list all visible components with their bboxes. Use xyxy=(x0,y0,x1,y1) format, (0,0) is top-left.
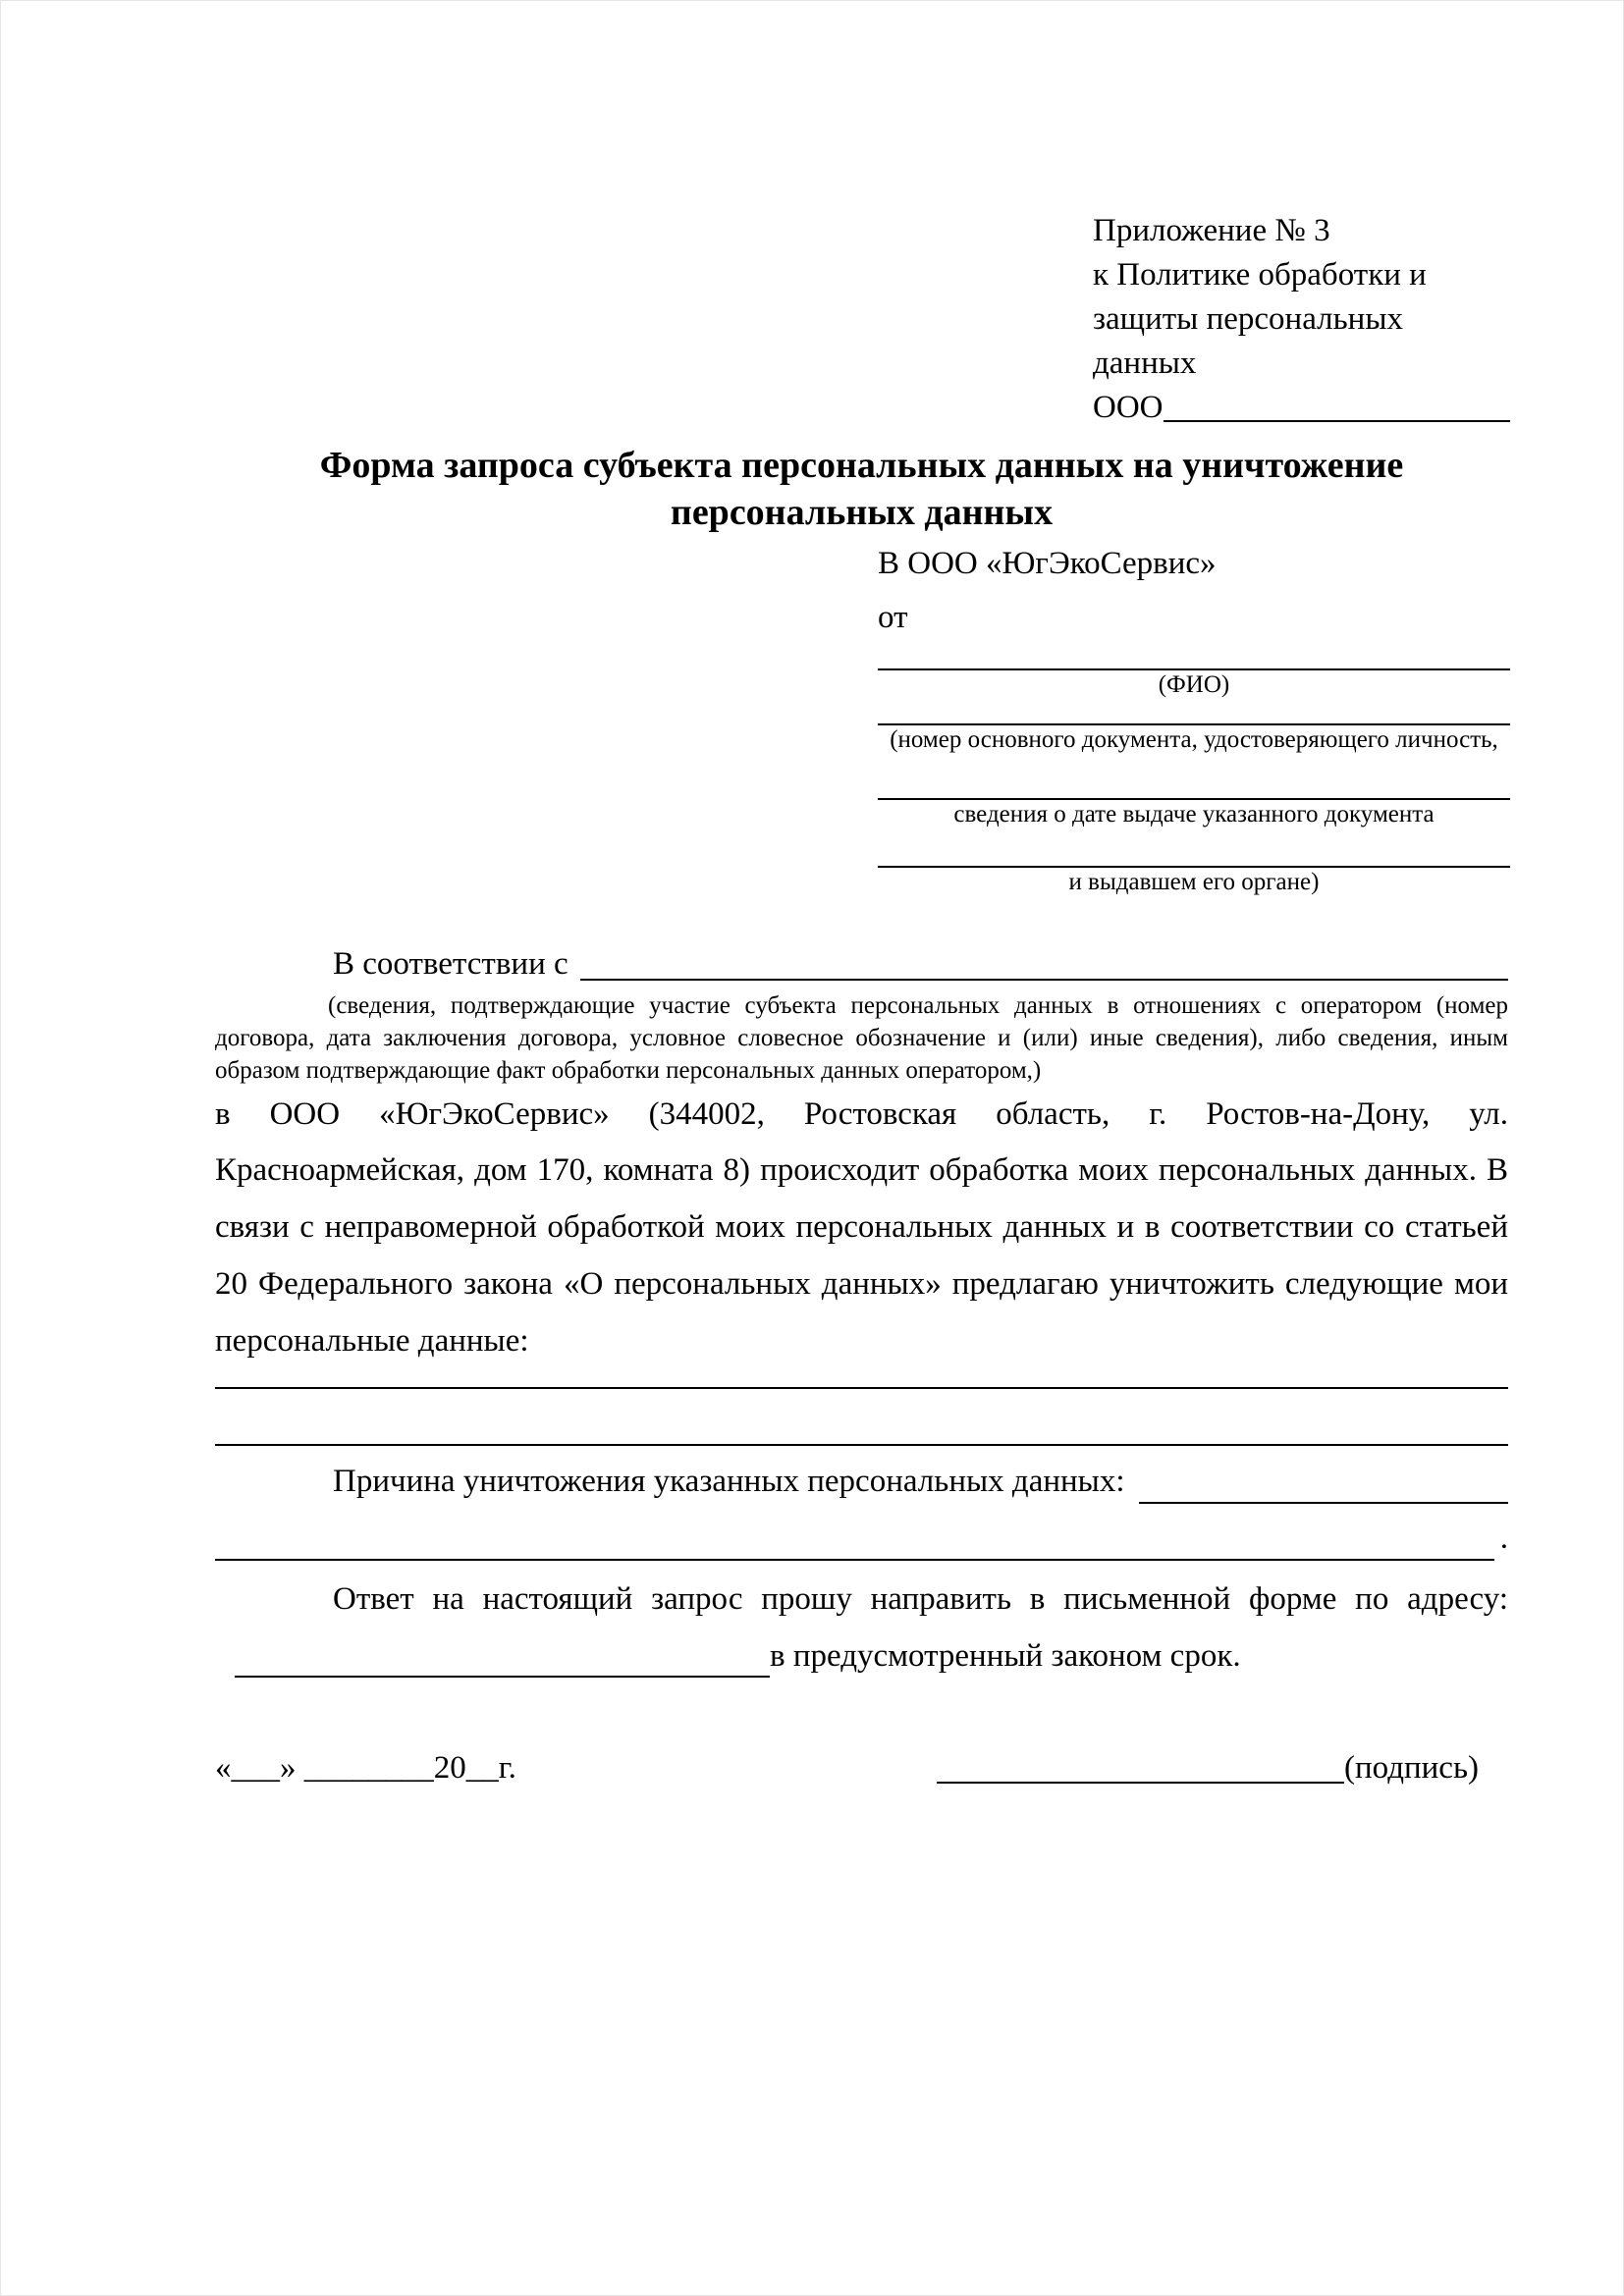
date-line: «___» ________20__г. xyxy=(215,1750,516,1787)
accordance-lead: В соответствии с xyxy=(333,946,568,983)
fio-caption: (ФИО) xyxy=(1158,671,1230,699)
company-name-row xyxy=(1093,386,1510,430)
answer-request-line: Ответ на настоящий запрос прошу направить в письменной форме по адресу: xyxy=(333,1580,1508,1617)
company-prefix: ООО xyxy=(1093,389,1164,425)
document-number-blank-line xyxy=(878,700,1510,725)
address-blank-line xyxy=(235,1676,770,1678)
signature-group xyxy=(937,1745,1508,1790)
reason-row xyxy=(215,1454,1508,1511)
issue-date-caption: сведения о дате выдаче указанного документа xyxy=(953,801,1435,828)
appendix-note xyxy=(1093,209,1510,429)
accordance-note: (сведения, подтверждающие участие субъекта персональных данных в отношениях с оператором (номер договора, дата заключения договора, условное словесное обозначение и (или) иные сведения), либо сведения, иным образом подтверждающие факт обработки персональных данных оператором,) xyxy=(215,991,1508,1084)
issue-date-blank-line xyxy=(878,755,1510,800)
signature-row xyxy=(215,1745,1508,1790)
answer-tail: в предусмотренный законом срок. xyxy=(770,1637,1241,1674)
personal-data-blank-line-2 xyxy=(215,1444,1508,1446)
addressee-to: В ООО «ЮгЭкоСервис» xyxy=(878,546,1217,582)
main-paragraph: в ООО «ЮгЭкоСервис» (344002, Ростовская область, г. Ростов-на-Дону, ул. Красноармейская, дом 170, комната 8) происходит обработка моих персональных данных. В связи с неправомерной обработкой моих персональных данных и в соответствии со статьей 20 Федерального закона «О персональных данных» предлагаю уничтожить следующие мои персональные данные: xyxy=(215,1095,1508,1359)
signature-caption: (подпись) xyxy=(1344,1750,1479,1787)
addressee-block xyxy=(878,537,1510,897)
page-title: Форма запроса субъекта персональных данных на уничтожение персональных данных xyxy=(319,445,1404,534)
company-name-blank-line xyxy=(1164,420,1511,422)
personal-data-blank-line-1 xyxy=(215,1387,1508,1389)
appendix-line-1: Приложение № 3 xyxy=(1093,213,1330,248)
appendix-line-2: к Политике обработки и xyxy=(1093,256,1427,293)
reason-continuation-blank-line xyxy=(215,1559,1494,1561)
signature-blank-line xyxy=(937,1782,1344,1784)
reason-period: . xyxy=(1499,1521,1508,1557)
appendix-line-3: защиты персональных данных xyxy=(1093,300,1403,381)
answer-address-row xyxy=(215,1629,1508,1685)
reason-continuation-row xyxy=(215,1511,1508,1568)
fio-blank-line xyxy=(878,645,1510,670)
accordance-blank-line xyxy=(580,979,1508,981)
issuing-authority-blank-line xyxy=(878,829,1510,868)
addressee-from-label: от xyxy=(878,600,908,636)
reason-label: Причина уничтожения указанных персональных данных: xyxy=(333,1464,1125,1500)
reason-blank-line xyxy=(1139,1502,1508,1504)
accordance-row xyxy=(215,941,1508,987)
issuing-authority-caption: и выдавшем его органе) xyxy=(1068,869,1320,896)
document-number-caption: (номер основного документа, удостоверяющего личность, xyxy=(890,726,1498,754)
